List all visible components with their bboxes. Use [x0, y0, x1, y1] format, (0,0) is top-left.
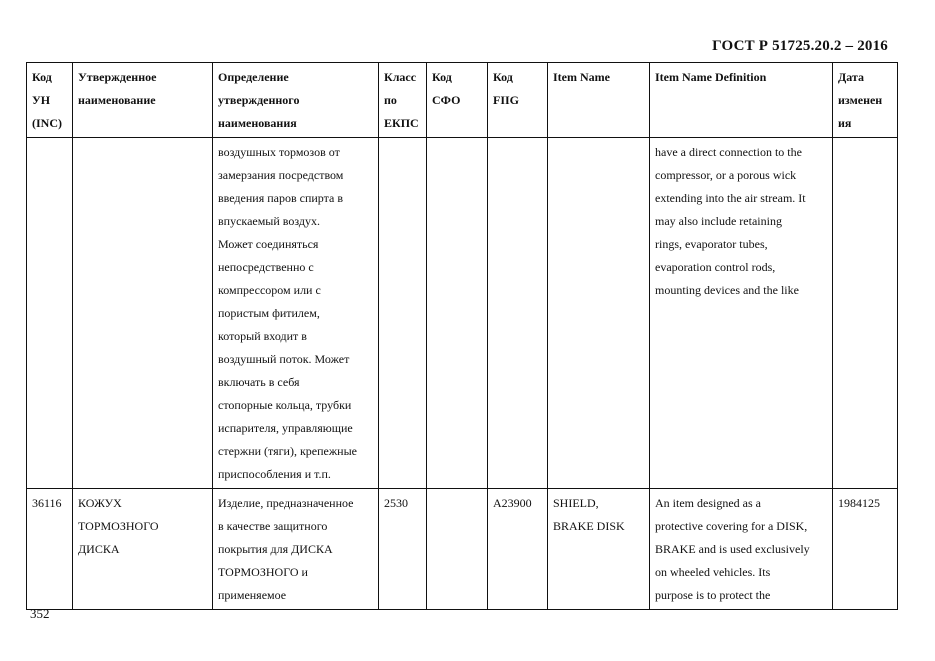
cell-line: по: [384, 93, 397, 107]
cell-ekps-class: [379, 138, 427, 489]
cell-line: стержни (тяги), крепежные: [218, 444, 357, 458]
cell-line: непосредственно с: [218, 260, 314, 274]
page-number: 352: [30, 606, 50, 621]
cell-line: Дата: [838, 70, 864, 84]
cell-line: изменен: [838, 93, 883, 107]
cell-line: пористым фитилем,: [218, 306, 320, 320]
header-fiig-code: [488, 63, 548, 138]
cell-change-date: [833, 138, 898, 489]
cell-line: включать в себя: [218, 375, 300, 389]
cell-line: приспособления и т.п.: [218, 467, 331, 481]
cell-line: ЕКПС: [384, 116, 419, 130]
cell-line: 36116: [32, 496, 62, 510]
header-definition: [213, 63, 379, 138]
table-row: [27, 138, 898, 489]
cell-item-name-definition: [650, 489, 833, 610]
cell-line: Изделие, предназначенное: [218, 496, 354, 510]
cell-item-name: [548, 138, 650, 489]
cell-line: Item Name: [553, 70, 610, 84]
cell-line: evaporation control rods,: [655, 260, 776, 274]
header-inc-code: [27, 63, 73, 138]
cell-line: on wheeled vehicles. Its: [655, 565, 771, 579]
cell-approved-name: [73, 138, 213, 489]
cell-line: УН: [32, 93, 51, 107]
cell-change-date: [833, 489, 898, 610]
data-table: [26, 62, 898, 610]
cell-line: ДИСКА: [78, 542, 120, 556]
cell-line: protective covering for a DISK,: [655, 519, 808, 533]
cell-inc-code: [27, 489, 73, 610]
cell-line: SHIELD,: [553, 496, 599, 510]
cell-line: Утвержденное: [78, 70, 157, 84]
cell-item-name-definition: [650, 138, 833, 489]
cell-line: extending into the air stream. It: [655, 191, 806, 205]
cell-line: СФО: [432, 93, 461, 107]
header-ekps-class: [379, 63, 427, 138]
document-code: ГОСТ Р 51725.20.2 – 2016: [712, 38, 888, 54]
cell-line: покрытия для ДИСКА: [218, 542, 333, 556]
cell-line: may also include retaining: [655, 214, 782, 228]
cell-line: mounting devices and the like: [655, 283, 799, 297]
cell-line: BRAKE and is used exclusively: [655, 542, 810, 556]
cell-line: (INC): [32, 116, 62, 130]
cell-line: испарителя, управляющие: [218, 421, 353, 435]
cell-fiig-code: [488, 138, 548, 489]
cell-line: rings, evaporator tubes,: [655, 237, 768, 251]
cell-line: 2530: [384, 496, 408, 510]
cell-sfo-code: [427, 489, 488, 610]
cell-line: Может соединяться: [218, 237, 319, 251]
cell-line: замерзания посредством: [218, 168, 344, 182]
cell-line: A23900: [493, 496, 532, 510]
cell-line: впускаемый воздух.: [218, 214, 321, 228]
cell-line: compressor, or a porous wick: [655, 168, 797, 182]
cell-line: наименования: [218, 116, 297, 130]
table-row: [27, 489, 898, 610]
cell-line: purpose is to protect the: [655, 588, 771, 602]
cell-line: наименование: [78, 93, 156, 107]
header-sfo-code: [427, 63, 488, 138]
cell-line: компрессором или с: [218, 283, 321, 297]
cell-line: Класс: [384, 70, 417, 84]
header-item-name-definition: [650, 63, 833, 138]
cell-line: BRAKE DISK: [553, 519, 625, 533]
cell-line: 1984125: [838, 496, 880, 510]
cell-line: Код: [32, 70, 52, 84]
cell-line: введения паров спирта в: [218, 191, 344, 205]
cell-line: воздушный поток. Может: [218, 352, 350, 366]
cell-line: ТОРМОЗНОГО: [78, 519, 159, 533]
cell-line: КОЖУХ: [78, 496, 122, 510]
cell-line: An item designed as a: [655, 496, 761, 510]
cell-line: стопорные кольца, трубки: [218, 398, 352, 412]
cell-line: воздушных тормозов от: [218, 145, 340, 159]
header-change-date: [833, 63, 898, 138]
cell-line: have a direct connection to the: [655, 145, 802, 159]
cell-ekps-class: [379, 489, 427, 610]
cell-sfo-code: [427, 138, 488, 489]
cell-line: FIIG: [493, 93, 520, 107]
cell-approved-name: [73, 489, 213, 610]
cell-line: Item Name Definition: [655, 70, 767, 84]
cell-line: ТОРМОЗНОГО и: [218, 565, 308, 579]
cell-fiig-code: [488, 489, 548, 610]
header-approved-name: [73, 63, 213, 138]
cell-line: Код: [493, 70, 513, 84]
cell-line: ия: [838, 116, 852, 130]
cell-line: Определение: [218, 70, 289, 84]
cell-line: который входит в: [218, 329, 307, 343]
cell-inc-code: [27, 138, 73, 489]
cell-line: в качестве защитного: [218, 519, 328, 533]
cell-line: применяемое: [218, 588, 287, 602]
cell-line: утвержденного: [218, 93, 300, 107]
cell-definition: [213, 489, 379, 610]
cell-definition: [213, 138, 379, 489]
cell-line: Код: [432, 70, 452, 84]
header-row: [27, 63, 898, 138]
table-body: [27, 138, 898, 610]
cell-item-name: [548, 489, 650, 610]
header-item-name: [548, 63, 650, 138]
